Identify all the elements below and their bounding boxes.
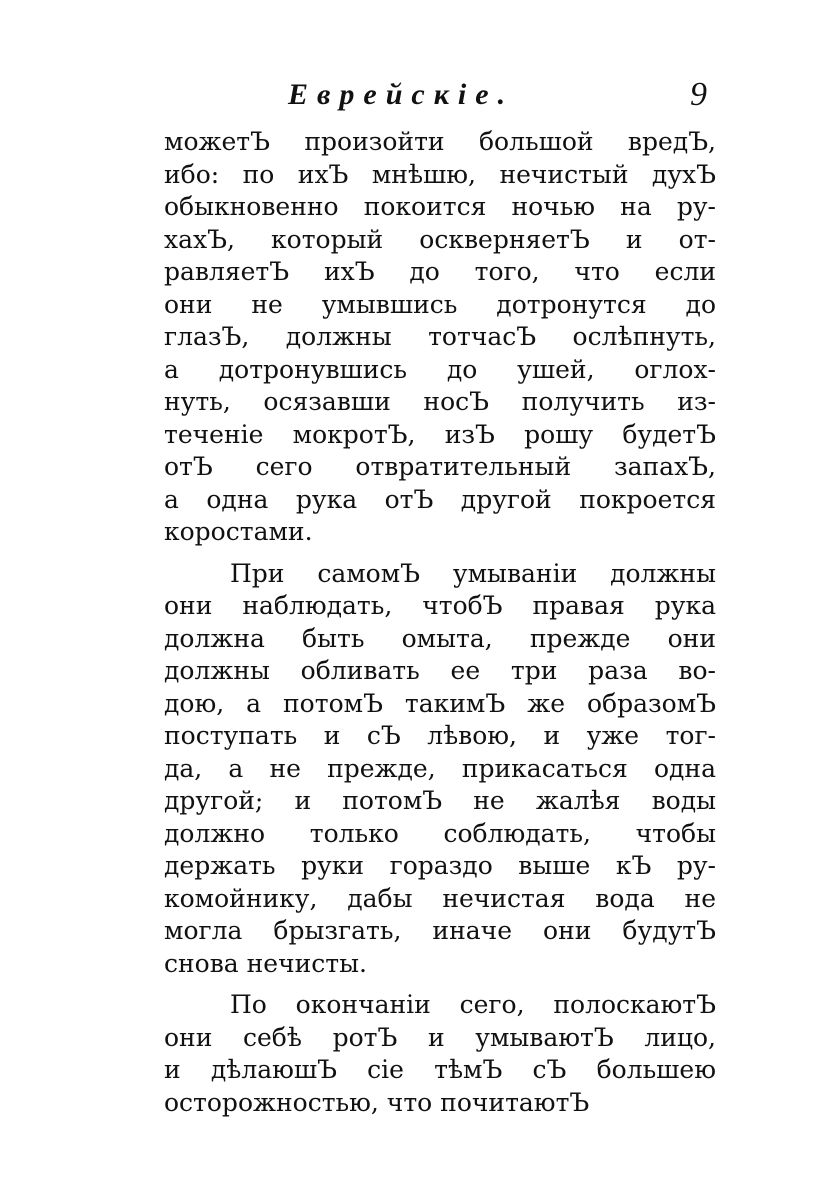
text-line: можетЪ произойти большой вредЪ, <box>164 127 716 156</box>
text-line: обыкновенно покоится ночью на ру- <box>164 192 716 221</box>
text-line: а одна рука отЪ другой покроется <box>164 484 716 514</box>
text-line: должно только соблюдать, чтобы <box>164 818 716 848</box>
text-line: отЪ сего отвратительный запахЪ, <box>164 452 716 481</box>
text-line: По окончанiи сего, полоскаютЪ <box>230 990 716 1019</box>
text-line: а дотронувшись до ушей, оглох- <box>164 354 716 384</box>
text-line: они себѣ ротЪ и умываютЪ лицо, <box>164 1022 716 1052</box>
text-line: осторожностью, что почитаютЪ <box>164 1087 590 1117</box>
text-line: ибо: по ихЪ мнѣшю, нечистый духЪ <box>164 159 716 189</box>
text-line: другой; и потомЪ не жалѣя воды <box>164 786 716 815</box>
text-line: нуть, осязавши носЪ получить из- <box>164 387 716 416</box>
text-line: они не умывшись дотронутся до <box>164 289 716 319</box>
text-line: коростами. <box>164 517 313 546</box>
running-head: Еврейскiе. <box>288 78 515 111</box>
text-line: При самомЪ умыванiи должны <box>230 558 716 588</box>
text-line: снова нечисты. <box>164 948 367 978</box>
text-line: должна быть омыта, прежде они <box>164 623 716 653</box>
body-text <box>164 126 716 1119</box>
text-line: держать руки гораздо выше кЪ ру- <box>164 851 716 880</box>
text-line: должны обливать ее три раза во- <box>164 656 716 685</box>
text-line: теченiе мокротЪ, изЪ рошу будетЪ <box>164 419 716 449</box>
paragraph <box>164 558 716 981</box>
text-line: они наблюдать, чтобЪ правая рука <box>164 591 716 620</box>
text-line: глазЪ, должны тотчасЪ ослѣпнуть, <box>164 322 716 351</box>
paragraph <box>164 126 716 549</box>
text-line: поступать и сЪ лѣвою, и уже тог- <box>164 721 716 750</box>
paragraph <box>164 989 716 1119</box>
page-number: 9 <box>690 76 707 113</box>
text-line: да, а не прежде, прикасаться одна <box>164 753 716 783</box>
text-line: и дѣлаюшЪ сiе тѣмЪ сЪ большею <box>164 1055 716 1084</box>
text-line: равляетЪ ихЪ до того, что если <box>164 257 716 286</box>
text-line: хахЪ, который оскверняетЪ и от- <box>164 224 716 254</box>
text-line: дою, а потомЪ такимЪ же образомЪ <box>164 688 716 718</box>
text-line: комойнику, дабы нечистая вода не <box>164 883 716 913</box>
text-line: могла брызгать, иначе они будутЪ <box>164 916 716 945</box>
